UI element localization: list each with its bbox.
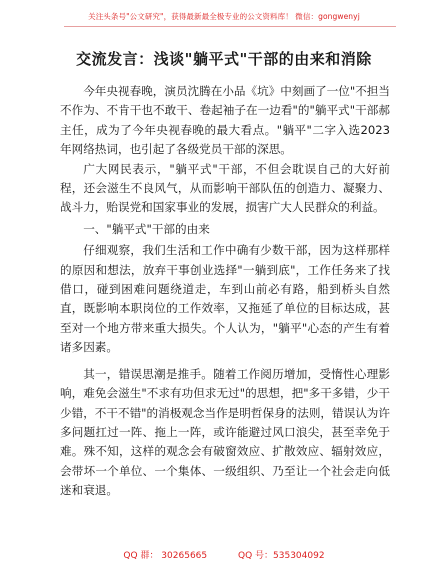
promo-banner bbox=[0, 0, 448, 34]
paragraph-intro: 今年央视春晚，演员沈腾在小品《坑》中刻画了一位"不担当不作为、不肯干也不敢干、卷起袖子在一边看"的"躺平式"干部郝主任，成为了今年央视春晚的最大看点。"躺平"二字入选2023年网络热词，也引起了各级党员干部的深思。 bbox=[60, 84, 390, 157]
document-title: 交流发言：浅谈"躺平式"干部的由来和消除 bbox=[76, 50, 372, 68]
document-body bbox=[60, 82, 390, 501]
promo-banner-text: 关注头条号"公文研究"，获得最新最全极专业的公文资料库！ 微信：gongwenyj bbox=[88, 12, 360, 21]
page-footer bbox=[0, 548, 448, 561]
paragraph-observation: 仔细观察，我们生活和工作中确有少数干部，因为这样那样的原因和想法，放弃干事创业选择"一躺到底"，工作任务来了找借口，碰到困难问题绕道走，车到山前必有路，船到桥头自然直，既影响本职岗位的工作效率，又拖延了单位的目标达成，甚至对一个地方带来重大损失。个人认为，"躺平"心态的产生有着诸多因素。 bbox=[60, 243, 390, 355]
footer-qq-number: QQ 号：535304092 bbox=[238, 551, 325, 561]
section-heading-1: 一、"躺平式"干部的由来 bbox=[83, 221, 210, 236]
header-divider bbox=[64, 26, 396, 27]
paragraph-reason-1: 其一，错误思潮是推手。随着工作阅历增加，受惰性心理影响，难免会滋生"不求有功但求无过"的思想，把"多干多错，少干少错，不干不错"的消极观念当作是明哲保身的法则，错误认为许多问题扛过一阵、拖上一阵，或许能避过风口浪尖，甚至幸免于难。殊不知，这样的观念会有破窗效应、扩散效应、辐射效应，会带坏一个单位、一个集体、一级组织、乃至让一个社会走向低迷和衰退。 bbox=[60, 366, 390, 498]
footer-qq-group: QQ 群： 30265665 bbox=[123, 551, 208, 561]
paragraph-netizens: 广大网民表示，"躺平式"干部，不但会耽误自己的大好前程，还会滋生不良风气，从而影响干部队伍的创造力、凝聚力、战斗力，贻误党和国家事业的发展，损害广大人民群众的利益。 bbox=[60, 161, 390, 215]
